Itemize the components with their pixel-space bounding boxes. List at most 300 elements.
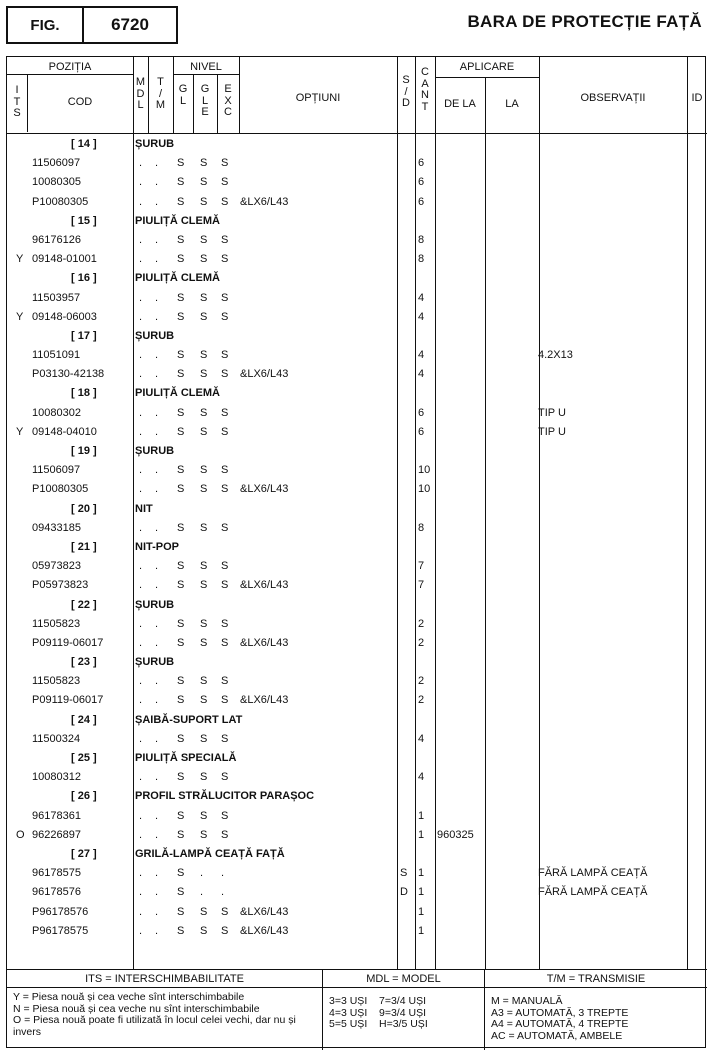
mdl-cell: . — [139, 886, 143, 899]
part-code: 96178361 — [32, 809, 81, 822]
group-header-row — [7, 596, 707, 615]
part-code: P10080305 — [32, 195, 89, 208]
quantity-cell: 2 — [418, 636, 425, 649]
group-header-row — [7, 787, 707, 806]
mdl-cell: . — [139, 771, 143, 784]
table-row — [7, 576, 707, 595]
part-code: 96178575 — [32, 867, 81, 880]
gle-cell: . — [200, 886, 204, 899]
part-group-name: ȘAIBĂ-SUPORT LAT — [135, 713, 243, 726]
exc-cell: S — [221, 694, 229, 707]
quantity-cell: 8 — [418, 233, 425, 246]
quantity-cell: 4 — [418, 368, 425, 381]
quantity-cell: 6 — [418, 195, 425, 208]
part-code: 10080305 — [32, 176, 81, 189]
table-row — [7, 423, 707, 442]
group-header-row — [7, 653, 707, 672]
quantity-cell: 1 — [418, 905, 425, 918]
header-its: I T S — [13, 84, 21, 119]
quantity-cell: 1 — [418, 828, 425, 841]
header-optiuni: OPȚIUNI — [295, 92, 341, 104]
table-row — [7, 922, 707, 941]
quantity-cell: 1 — [418, 809, 425, 822]
position-number: [ 22 ] — [71, 598, 97, 611]
tm-cell: . — [155, 694, 159, 707]
mdl-cell: . — [139, 828, 143, 841]
quantity-cell: 4 — [418, 732, 425, 745]
rule — [7, 74, 133, 75]
rule — [148, 57, 149, 133]
tm-cell: . — [155, 349, 159, 362]
remarks-cell: 4.2X13 — [538, 349, 573, 362]
position-number: [ 24 ] — [71, 713, 97, 726]
part-group-name: ȘURUB — [135, 445, 175, 457]
sd-cell: S — [400, 867, 408, 880]
table-row — [7, 864, 707, 883]
legend-mdl-item: 3=3 UȘI — [329, 995, 368, 1007]
exc-cell: S — [221, 253, 229, 266]
part-code: P03130-42138 — [32, 368, 105, 381]
part-code: 96226897 — [32, 828, 81, 841]
header-gle: G L E — [200, 83, 210, 118]
quantity-cell: 2 — [418, 694, 425, 707]
tm-cell: . — [155, 675, 159, 688]
gle-cell: S — [200, 579, 208, 592]
exc-cell: . — [221, 886, 225, 899]
legend-tm — [485, 970, 707, 1050]
gle-cell: S — [200, 694, 208, 707]
tm-cell: . — [155, 905, 159, 918]
gl-cell: S — [177, 157, 185, 170]
remarks-cell: TIP U — [538, 406, 566, 419]
gle-cell: S — [200, 195, 208, 208]
table-row — [7, 461, 707, 480]
options-cell: &LX6/L43 — [240, 905, 289, 918]
exc-cell: S — [221, 195, 229, 208]
options-cell: &LX6/L43 — [240, 924, 289, 937]
exc-cell: S — [221, 425, 229, 438]
part-code: P10080305 — [32, 483, 89, 496]
rule — [217, 75, 218, 133]
legend-mdl-item: H=3/5 UȘI — [379, 1018, 428, 1030]
header-sd: S / D — [402, 74, 410, 109]
table-row — [7, 634, 707, 653]
position-number: [ 21 ] — [71, 540, 97, 553]
part-code: 09148-06003 — [32, 310, 97, 323]
mdl-cell: . — [139, 867, 143, 880]
gl-cell: S — [177, 233, 185, 246]
part-group-name: PIULIȚĂ SPECIALĂ — [135, 752, 237, 764]
legend-its-title: ITS = INTERSCHIMBABILITATE — [7, 970, 322, 988]
table-row — [7, 768, 707, 787]
exc-cell: S — [221, 521, 229, 534]
position-number: [ 19 ] — [71, 445, 97, 457]
tm-cell: . — [155, 886, 159, 899]
gl-cell: S — [177, 560, 185, 573]
gle-cell: S — [200, 636, 208, 649]
quantity-cell: 7 — [418, 560, 425, 573]
tm-cell: . — [155, 233, 159, 246]
quantity-cell: 6 — [418, 425, 425, 438]
part-code: 09148-04010 — [32, 425, 97, 438]
part-code: 11506097 — [32, 157, 81, 170]
rule — [7, 133, 707, 134]
header-observatii: OBSERVAȚII — [580, 92, 646, 104]
exc-cell: S — [221, 291, 229, 304]
exc-cell: S — [221, 310, 229, 323]
table-row — [7, 193, 707, 212]
remarks-cell: FĂRĂ LAMPĂ CEAȚĂ — [538, 867, 648, 880]
gle-cell: S — [200, 349, 208, 362]
exc-cell: S — [221, 349, 229, 362]
table-row — [7, 557, 707, 576]
rule — [27, 75, 28, 132]
tm-cell: . — [155, 253, 159, 266]
gl-cell: S — [177, 195, 185, 208]
legend-its — [7, 970, 323, 1050]
quantity-cell: 1 — [418, 867, 425, 880]
exc-cell: S — [221, 579, 229, 592]
part-code: 11505823 — [32, 617, 81, 630]
quantity-cell: 2 — [418, 617, 425, 630]
table-row — [7, 903, 707, 922]
mdl-cell: . — [139, 195, 143, 208]
page-title: BARA DE PROTECȚIE FAȚĂ — [467, 12, 702, 31]
part-group-name: GRILĂ-LAMPĂ CEAȚĂ FAȚĂ — [135, 847, 285, 860]
gle-cell: S — [200, 924, 208, 937]
table-row — [7, 480, 707, 499]
position-number: [ 23 ] — [71, 656, 97, 669]
quantity-cell: 4 — [418, 310, 425, 323]
tm-cell: . — [155, 310, 159, 323]
table-row — [7, 154, 707, 173]
gl-cell: S — [177, 291, 185, 304]
mdl-cell: . — [139, 406, 143, 419]
gle-cell: S — [200, 176, 208, 189]
tm-cell: . — [155, 483, 159, 496]
gl-cell: S — [177, 886, 185, 899]
quantity-cell: 1 — [418, 924, 425, 937]
exc-cell: S — [221, 732, 229, 745]
gle-cell: S — [200, 771, 208, 784]
position-number: [ 20 ] — [71, 502, 97, 515]
options-cell: &LX6/L43 — [240, 636, 289, 649]
tm-cell: . — [155, 521, 159, 534]
quantity-cell: 6 — [418, 406, 425, 419]
rule — [193, 75, 194, 133]
gle-cell: S — [200, 521, 208, 534]
gl-cell: S — [177, 310, 185, 323]
gl-cell: S — [177, 905, 185, 918]
gle-cell: S — [200, 233, 208, 246]
quantity-cell: 2 — [418, 675, 425, 688]
exc-cell: S — [221, 905, 229, 918]
exc-cell: S — [221, 636, 229, 649]
gle-cell: S — [200, 809, 208, 822]
gl-cell: S — [177, 636, 185, 649]
quantity-cell: 7 — [418, 579, 425, 592]
part-code: 96176126 — [32, 233, 81, 246]
table-row — [7, 826, 707, 845]
rule — [173, 74, 239, 75]
gl-cell: S — [177, 464, 185, 477]
exc-cell: S — [221, 771, 229, 784]
part-group-name: PROFIL STRĂLUCITOR PARAȘOC — [135, 790, 315, 803]
mdl-cell: . — [139, 560, 143, 573]
group-header-row — [7, 212, 707, 231]
group-header-row — [7, 749, 707, 768]
gle-cell: S — [200, 560, 208, 573]
legend-mdl — [323, 970, 485, 1050]
legend-tm-line: AC = AUTOMATĂ, AMBELE — [491, 1029, 623, 1042]
parts-table — [6, 56, 706, 1048]
group-header-row — [7, 269, 707, 288]
gle-cell: S — [200, 675, 208, 688]
tm-cell: . — [155, 406, 159, 419]
part-group-name: ȘURUB — [135, 329, 175, 342]
mdl-cell: . — [139, 176, 143, 189]
gl-cell: S — [177, 694, 185, 707]
mdl-cell: . — [139, 233, 143, 246]
tm-cell: . — [155, 195, 159, 208]
tm-cell: . — [155, 771, 159, 784]
group-header-row — [7, 500, 707, 519]
tm-cell: . — [155, 636, 159, 649]
quantity-cell: 8 — [418, 521, 425, 534]
gle-cell: S — [200, 483, 208, 496]
header-de-la: DE LA — [444, 98, 476, 110]
gl-cell: S — [177, 675, 185, 688]
tm-cell: . — [155, 176, 159, 189]
legend-mdl-item: 9=3/4 UȘI — [379, 1006, 426, 1019]
quantity-cell: 1 — [418, 886, 425, 899]
tm-cell: . — [155, 291, 159, 304]
legend-tm-line: A3 = AUTOMATĂ, 3 TREPTE — [491, 1006, 629, 1019]
legend-mdl-title: MDL = MODEL — [323, 970, 484, 988]
gl-cell: S — [177, 176, 185, 189]
gle-cell: S — [200, 905, 208, 918]
mdl-cell: . — [139, 675, 143, 688]
gl-cell: S — [177, 253, 185, 266]
legend — [7, 969, 707, 1049]
exc-cell: S — [221, 675, 229, 688]
header-aplicare: APLICARE — [459, 61, 515, 73]
part-group-name: PIULIȚĂ CLEMĂ — [135, 214, 220, 227]
gle-cell: S — [200, 368, 208, 381]
tm-cell: . — [155, 464, 159, 477]
gle-cell: . — [200, 867, 204, 880]
gle-cell: S — [200, 828, 208, 841]
figure-number-box — [6, 6, 178, 44]
part-code: P09119-06017 — [32, 694, 104, 707]
tm-cell: . — [155, 809, 159, 822]
position-number: [ 14 ] — [71, 138, 97, 150]
mdl-cell: . — [139, 905, 143, 918]
part-code: 11506097 — [32, 464, 81, 477]
gle-cell: S — [200, 310, 208, 323]
exc-cell: S — [221, 809, 229, 822]
mdl-cell: . — [139, 425, 143, 438]
part-code: 11051091 — [32, 349, 81, 362]
tm-cell: . — [155, 157, 159, 170]
group-header-row — [7, 442, 707, 461]
mdl-cell: . — [139, 291, 143, 304]
table-row — [7, 231, 707, 250]
table-row — [7, 615, 707, 634]
gl-cell: S — [177, 617, 185, 630]
exc-cell: S — [221, 233, 229, 246]
group-header-row — [7, 711, 707, 730]
gle-cell: S — [200, 157, 208, 170]
table-row — [7, 730, 707, 749]
legend-its-line: Y = Piesa nouă și cea veche sînt interschimbabile — [13, 991, 245, 1003]
gl-cell: S — [177, 368, 185, 381]
part-code: 09148-01001 — [32, 253, 97, 266]
gle-cell: S — [200, 253, 208, 266]
applied-from-cell: 960325 — [437, 828, 474, 841]
position-number: [ 18 ] — [71, 387, 97, 400]
group-header-row — [7, 845, 707, 864]
exc-cell: S — [221, 406, 229, 419]
mdl-cell: . — [139, 310, 143, 323]
part-code: 11505823 — [32, 675, 81, 688]
group-header-row — [7, 538, 707, 557]
legend-tm-line: A4 = AUTOMATĂ, 4 TREPTE — [491, 1018, 629, 1030]
exc-cell: S — [221, 617, 229, 630]
part-group-name: NIT — [135, 502, 153, 515]
table-row — [7, 346, 707, 365]
exc-cell: S — [221, 368, 229, 381]
mdl-cell: . — [139, 368, 143, 381]
part-code: 09433185 — [32, 521, 81, 534]
gle-cell: S — [200, 406, 208, 419]
header-id: ID — [691, 92, 703, 104]
part-group-name: ȘURUB — [135, 138, 175, 150]
gle-cell: S — [200, 732, 208, 745]
its-cell: Y — [16, 425, 24, 438]
header-nivel: NIVEL — [190, 61, 222, 73]
parts-rows — [7, 135, 707, 941]
table-row — [7, 807, 707, 826]
legend-its-line: N = Piesa nouă și cea veche nu sînt interschimbabile — [13, 1002, 260, 1015]
group-header-row — [7, 327, 707, 346]
header-pozitia: POZIȚIA — [48, 61, 92, 73]
part-code: 96178576 — [32, 886, 81, 899]
position-number: [ 27 ] — [71, 847, 97, 860]
gle-cell: S — [200, 617, 208, 630]
options-cell: &LX6/L43 — [240, 195, 289, 208]
quantity-cell: 6 — [418, 157, 425, 170]
quantity-cell: 10 — [418, 483, 431, 496]
table-row — [7, 672, 707, 691]
group-header-row — [7, 135, 707, 154]
table-row — [7, 519, 707, 538]
mdl-cell: . — [139, 924, 143, 937]
table-row — [7, 173, 707, 192]
mdl-cell: . — [139, 464, 143, 477]
position-number: [ 17 ] — [71, 329, 97, 342]
header-exc: E X C — [224, 83, 232, 118]
exc-cell: S — [221, 483, 229, 496]
legend-its-line: O = Piesa nouă poate fi utilizată în locul celei vechi, dar nu și invers — [13, 1014, 296, 1038]
part-group-name: PIULIȚĂ CLEMĂ — [135, 272, 220, 285]
options-cell: &LX6/L43 — [240, 579, 289, 592]
part-code: 10080302 — [32, 406, 81, 419]
tm-cell: . — [155, 732, 159, 745]
mdl-cell: . — [139, 483, 143, 496]
legend-tm-line: M = MANUALĂ — [491, 995, 563, 1007]
remarks-cell: TIP U — [538, 425, 566, 438]
rule — [173, 57, 174, 133]
options-cell: &LX6/L43 — [240, 483, 289, 496]
table-row — [7, 250, 707, 269]
table-row — [7, 289, 707, 308]
gl-cell: S — [177, 349, 185, 362]
exc-cell: S — [221, 176, 229, 189]
quantity-cell: 6 — [418, 176, 425, 189]
gl-cell: S — [177, 483, 185, 496]
tm-cell: . — [155, 425, 159, 438]
part-group-name: NIT-POP — [135, 540, 180, 553]
header-gl: G L — [178, 83, 188, 107]
mdl-cell: . — [139, 157, 143, 170]
mdl-cell: . — [139, 579, 143, 592]
quantity-cell: 4 — [418, 291, 425, 304]
group-header-row — [7, 384, 707, 403]
quantity-cell: 10 — [418, 464, 431, 477]
remarks-cell: FĂRĂ LAMPĂ CEAȚĂ — [538, 886, 648, 899]
tm-cell: . — [155, 560, 159, 573]
gle-cell: S — [200, 291, 208, 304]
part-group-name: ȘURUB — [135, 656, 175, 669]
rule — [239, 57, 240, 133]
gle-cell: S — [200, 464, 208, 477]
table-row — [7, 691, 707, 710]
part-code: 05973823 — [32, 560, 81, 573]
header-mdl: M D L — [135, 76, 146, 111]
options-cell: &LX6/L43 — [240, 368, 289, 381]
header-cod: COD — [67, 96, 93, 108]
gl-cell: S — [177, 425, 185, 438]
tm-cell: . — [155, 828, 159, 841]
part-code: 11500324 — [32, 732, 81, 745]
rule — [435, 77, 539, 78]
position-number: [ 16 ] — [71, 272, 97, 285]
exc-cell: . — [221, 867, 225, 880]
table-row — [7, 404, 707, 423]
mdl-cell: . — [139, 253, 143, 266]
gl-cell: S — [177, 809, 185, 822]
header-la: LA — [505, 98, 519, 110]
part-code: P96178575 — [32, 924, 89, 937]
mdl-cell: . — [139, 349, 143, 362]
mdl-cell: . — [139, 636, 143, 649]
its-cell: Y — [16, 253, 24, 266]
position-number: [ 26 ] — [71, 790, 97, 803]
table-row — [7, 365, 707, 384]
tm-cell: . — [155, 579, 159, 592]
legend-mdl-item: 4=3 UȘI — [329, 1006, 368, 1019]
gl-cell: S — [177, 579, 185, 592]
quantity-cell: 8 — [418, 253, 425, 266]
part-code: 11503957 — [32, 291, 81, 304]
part-code: P09119-06017 — [32, 636, 104, 649]
mdl-cell: . — [139, 809, 143, 822]
its-cell: Y — [16, 310, 24, 323]
figure-label: FIG. — [8, 8, 84, 42]
gl-cell: S — [177, 828, 185, 841]
gl-cell: S — [177, 924, 185, 937]
